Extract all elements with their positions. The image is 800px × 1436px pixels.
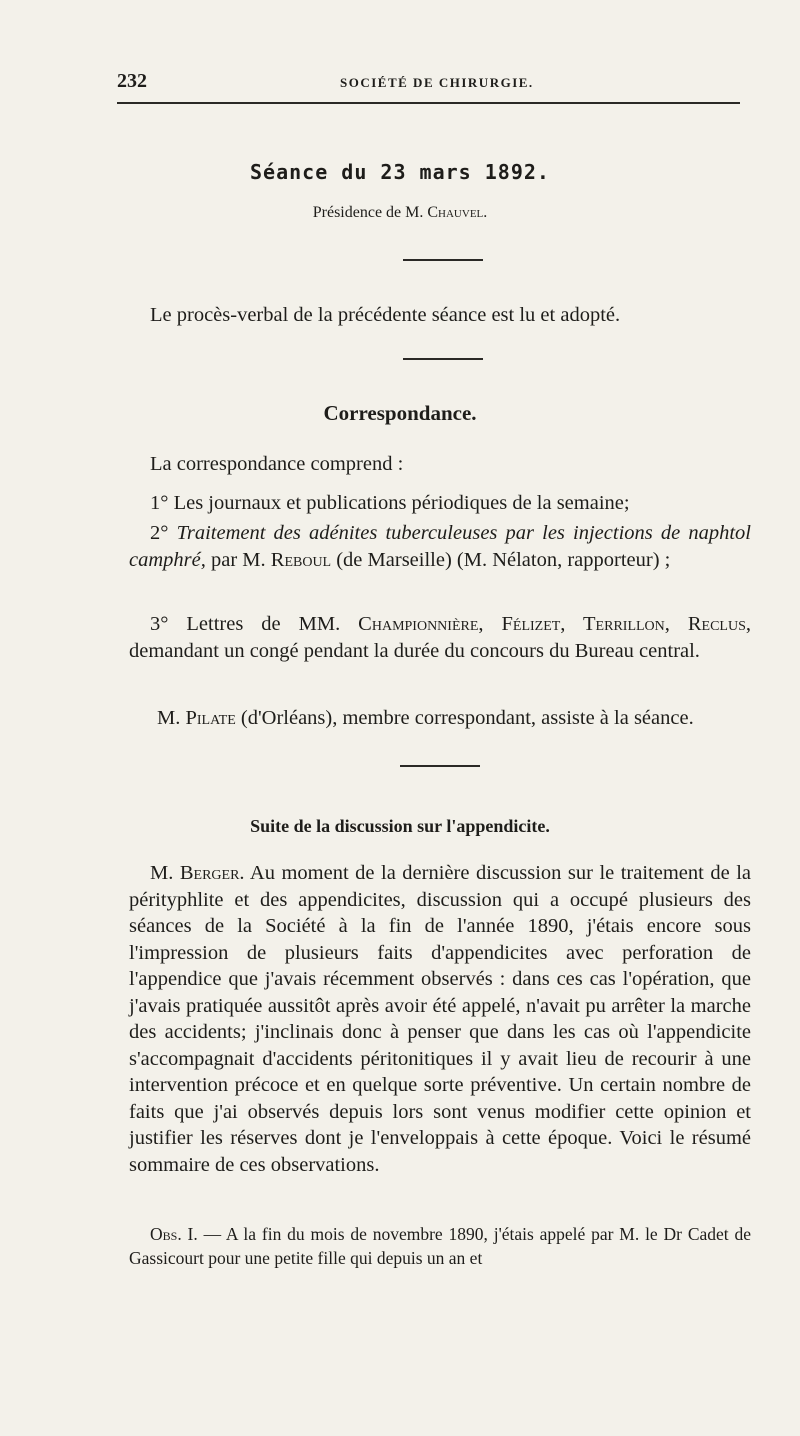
correspondance-item-3: [129, 611, 751, 664]
item-prefix: 3° Lettres de MM.: [150, 613, 359, 635]
presidence-line: [0, 204, 800, 222]
discussion-text: Au moment de la dernière discussion sur le traitement de la pérityphlite et des appendicites, discussion qui a occupé plusieurs des séances de la Société à la fin de l'année 1890, j'étais encore sous l'impression de plusieurs faits d'appendicites avec perforation de l'appendice que j'avais récemment observés : dans ces cas l'opération, que j'avais pratiquée aussitôt après avoir été appelé, n'avait pu arrêter la marche des accidents; j'inclinais donc à penser que dans les cas où l'appendicite s'accompagnait d'accidents péritonitiques il y avait lieu de recourir à une intervention précoce et en quelque sorte préventive. Un certain nombre de faits que j'ai observés depuis lors sont venus modifier cette opinion et justifier les réserves dont je l'enveloppais à cette époque. Voici le résumé sommaire de ces observations.: [129, 862, 751, 1176]
speaker-name: M. Berger.: [150, 862, 245, 884]
pilate-name: Pilate: [185, 707, 236, 729]
observation-label: Obs. I.: [150, 1224, 198, 1244]
correspondance-item-2: [129, 520, 751, 573]
pilate-paragraph: [129, 705, 751, 732]
observation-text: — A la fin du mois de novembre 1890, j'étais appelé par M. le Dr Cadet de Gassicourt pour une petite fille qui depuis un an et: [129, 1224, 751, 1268]
item-rest: demandant un congé pendant la durée du concours du Bureau central.: [129, 639, 700, 662]
item-rest: (de Marseille) (M. Nélaton, rapporteur) ;: [331, 548, 671, 571]
running-title: SOCIÉTÉ DE CHIRURGIE.: [340, 75, 534, 90]
discussion-heading: Suite de la discussion sur l'appendicite.: [250, 816, 550, 836]
observation-paragraph: [129, 1222, 751, 1270]
presidence-prefix: Présidence de M.: [312, 204, 428, 221]
member-names: Championnière, Félizet, Terrillon, Reclus,: [358, 613, 751, 635]
president-name: Chauvel.: [427, 204, 488, 221]
separator-rule: [403, 358, 483, 360]
correspondance-item-1: 1° Les journaux et publications périodiques de la semaine;: [150, 492, 630, 514]
proces-verbal-text: Le procès-verbal de la précédente séance est lu et adopté.: [150, 304, 621, 326]
berger-paragraph: [129, 860, 751, 1178]
separator-rule: [400, 765, 480, 767]
pilate-prefix: M.: [157, 707, 186, 729]
session-title: Séance du 23 mars 1892.: [250, 160, 550, 184]
publication-title: Traitement des adénites tuberculeuses par les injections de naphtol camphré,: [129, 522, 751, 571]
correspondance-intro: La correspondance comprend :: [150, 453, 404, 475]
item-by: par M.: [205, 548, 271, 571]
correspondance-heading: Correspondance.: [323, 401, 477, 425]
header-rule: [117, 102, 740, 104]
page-number: 232: [117, 70, 147, 92]
separator-rule: [403, 259, 483, 261]
item-number: 2°: [150, 522, 177, 544]
pilate-rest: (d'Orléans), membre correspondant, assiste à la séance.: [235, 707, 694, 729]
author-name: Reboul: [270, 548, 332, 571]
